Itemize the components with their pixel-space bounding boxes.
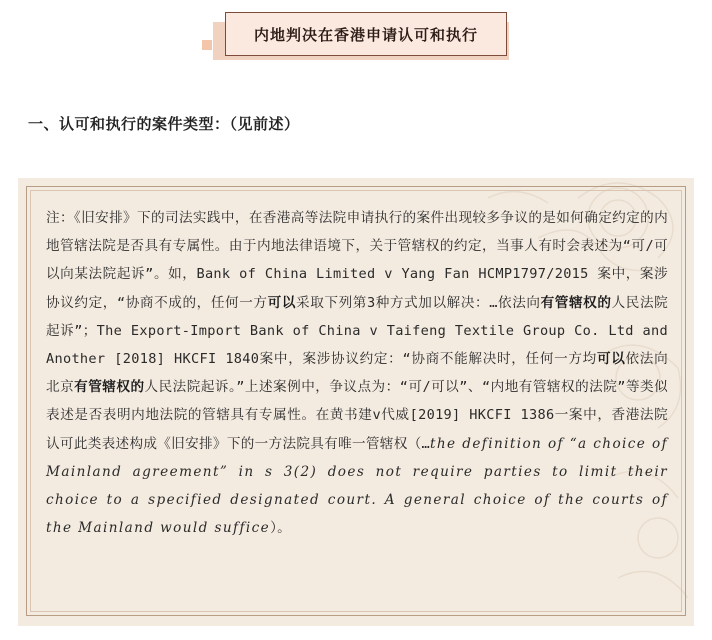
emphasis-text: 可以 bbox=[596, 351, 626, 368]
page-title: 内地判决在香港申请认可和执行 bbox=[253, 25, 478, 44]
section-heading: 一、认可和执行的案件类型：（见前述） bbox=[28, 115, 300, 133]
emphasis-text: 有管辖权的 bbox=[74, 379, 145, 396]
note-panel bbox=[18, 178, 694, 626]
emphasis-text: 有管辖权的 bbox=[540, 294, 612, 311]
title-accent-square bbox=[202, 40, 212, 50]
english-quotation: the definition of “a choice of Mainland agreement” in s 3(2) does not require parties to limit their choice to a specified designated court. A general choice of the courts of the Mainland would suffice bbox=[46, 435, 668, 537]
emphasis-text: 可以 bbox=[267, 294, 297, 311]
note-paragraph: 注：《旧安排》下的司法实践中，在香港高等法院申请执行的案件出现较多争议的是如何确定约定的内地管辖法院是否具有专属性。由于内地法律语境下，关于管辖权的约定，当事人有时会表述为“可/可以向某法院起诉”。如，Bank of China Limited v Yang Fan HCMP1797/2015 案中，案涉协议约定，“协商不成的，任何一方可以采取下列第3种方式加以解决：…依法向有管辖权的人民法院起诉”；The Export-Import Bank of China v Taifeng Textile Group Co. Ltd and Another [2018] HKCFI 1840案中，案涉协议约定：“协商不能解决时，任何一方均可以依法向北京有管辖权的人民法院起诉。”上述案例中，争议点为：“可/可以”、“内地有管辖权的法院”等类似表述是否表明内地法院的管辖具有专属性。在黄书建v代威[2019] HKCFI 1386一案中，香港法院认可此类表述构成《旧安排》下的一方法院具有唯一管辖权（…the definition of “a choice of Mainland agreement” in s 3(2) does not require parties to limit their choice to a specified designated court. A general choice of the courts of the Mainland would suffice）。 bbox=[46, 210, 669, 537]
